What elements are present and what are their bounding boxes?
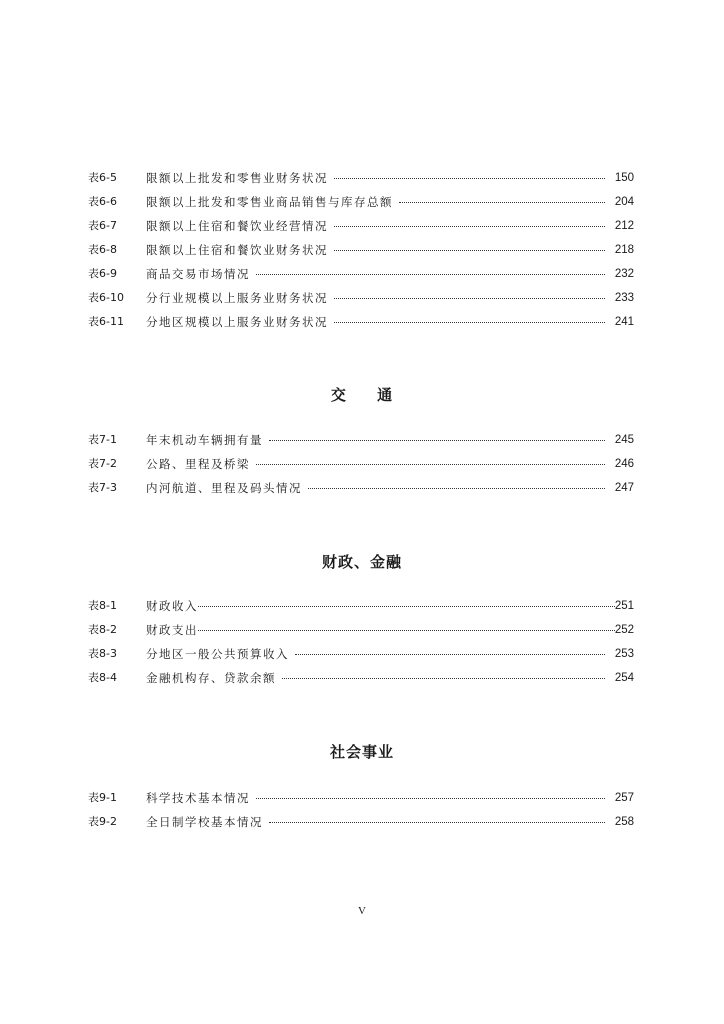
toc-entry[interactable] [88, 214, 634, 238]
toc-entry[interactable] [88, 310, 634, 334]
dot-leader [334, 310, 605, 334]
toc-entry[interactable] [88, 190, 634, 214]
table-code: 表7-3 [88, 481, 117, 494]
dot-leader [334, 166, 605, 190]
table-code: 表6-10 [88, 291, 124, 304]
toc-group-social [88, 786, 634, 834]
dot-leader [256, 786, 605, 810]
dot-leader [399, 190, 605, 214]
toc-entry[interactable] [88, 238, 634, 262]
toc-entry[interactable] [88, 786, 634, 810]
table-code: 表9-1 [88, 791, 117, 804]
dot-leader [334, 238, 605, 262]
page-number: 218 [614, 244, 634, 256]
table-title: 财政支出 [146, 623, 198, 637]
table-title: 限额以上住宿和餐饮业财务状况 [146, 243, 328, 257]
table-title: 科学技术基本情况 [146, 791, 250, 805]
page-number: 233 [614, 292, 634, 304]
toc-entry[interactable] [88, 618, 634, 642]
dot-leader [334, 214, 605, 238]
page-number: 204 [614, 196, 634, 208]
table-title: 公路、里程及桥梁 [146, 457, 250, 471]
page-number: 232 [614, 268, 634, 280]
dot-leader [334, 286, 605, 310]
table-code: 表7-1 [88, 433, 117, 446]
table-code: 表8-3 [88, 647, 117, 660]
table-code: 表6-6 [88, 195, 117, 208]
toc-group-transport [88, 428, 634, 500]
dot-leader [269, 428, 605, 452]
page-number: 257 [614, 792, 634, 804]
table-title: 内河航道、里程及码头情况 [146, 481, 302, 495]
page-number: 251 [614, 600, 634, 612]
table-code: 表7-2 [88, 457, 117, 470]
page-number: 258 [614, 816, 634, 828]
dot-leader [256, 262, 605, 286]
toc-entry[interactable] [88, 166, 634, 190]
toc-entry[interactable] [88, 452, 634, 476]
dot-leader [269, 810, 605, 834]
dot-leader [308, 476, 605, 500]
table-code: 表8-2 [88, 623, 117, 636]
table-code: 表6-9 [88, 267, 117, 280]
dot-leader [256, 452, 605, 476]
toc-entry[interactable] [88, 594, 634, 618]
page-number: 241 [614, 316, 634, 328]
table-code: 表6-5 [88, 171, 117, 184]
page-number: 253 [614, 648, 634, 660]
page-folio: V [358, 905, 366, 917]
table-code: 表8-4 [88, 671, 117, 684]
table-title: 分地区规模以上服务业财务状况 [146, 315, 328, 329]
table-title: 分行业规模以上服务业财务状况 [146, 291, 328, 305]
toc-group-finance [88, 594, 634, 690]
dot-leader [282, 666, 605, 690]
toc-entry[interactable] [88, 666, 634, 690]
toc-entry[interactable] [88, 810, 634, 834]
table-code: 表6-11 [88, 315, 124, 328]
section-heading-transport: 交 通 [330, 386, 394, 404]
toc-entry[interactable] [88, 428, 634, 452]
page-number: 252 [614, 624, 634, 636]
table-title: 财政收入 [146, 599, 198, 613]
toc-entry[interactable] [88, 642, 634, 666]
table-title: 限额以上批发和零售业财务状况 [146, 171, 328, 185]
table-title: 商品交易市场情况 [146, 267, 250, 281]
dot-leader [198, 618, 615, 642]
toc-group-trade [88, 166, 634, 334]
toc-entry[interactable] [88, 262, 634, 286]
table-title: 分地区一般公共预算收入 [146, 647, 289, 661]
dot-leader [198, 594, 615, 618]
dot-leader [295, 642, 605, 666]
page-number: 246 [614, 458, 634, 470]
page-number: 254 [614, 672, 634, 684]
page-number: 245 [614, 434, 634, 446]
page-number: 150 [614, 172, 634, 184]
table-title: 限额以上批发和零售业商品销售与库存总额 [146, 195, 393, 209]
table-code: 表8-1 [88, 599, 117, 612]
table-code: 表6-8 [88, 243, 117, 256]
table-code: 表9-2 [88, 815, 117, 828]
section-heading-finance: 财政、金融 [321, 553, 402, 571]
page-number: 247 [614, 482, 634, 494]
table-title: 金融机构存、贷款余额 [146, 671, 276, 685]
table-title: 年末机动车辆拥有量 [146, 433, 263, 447]
toc-entry[interactable] [88, 476, 634, 500]
page-number: 212 [614, 220, 634, 232]
table-title: 全日制学校基本情况 [146, 815, 263, 829]
table-code: 表6-7 [88, 219, 117, 232]
section-heading-social: 社会事业 [329, 743, 394, 761]
table-title: 限额以上住宿和餐饮业经营情况 [146, 219, 328, 233]
toc-entry[interactable] [88, 286, 634, 310]
